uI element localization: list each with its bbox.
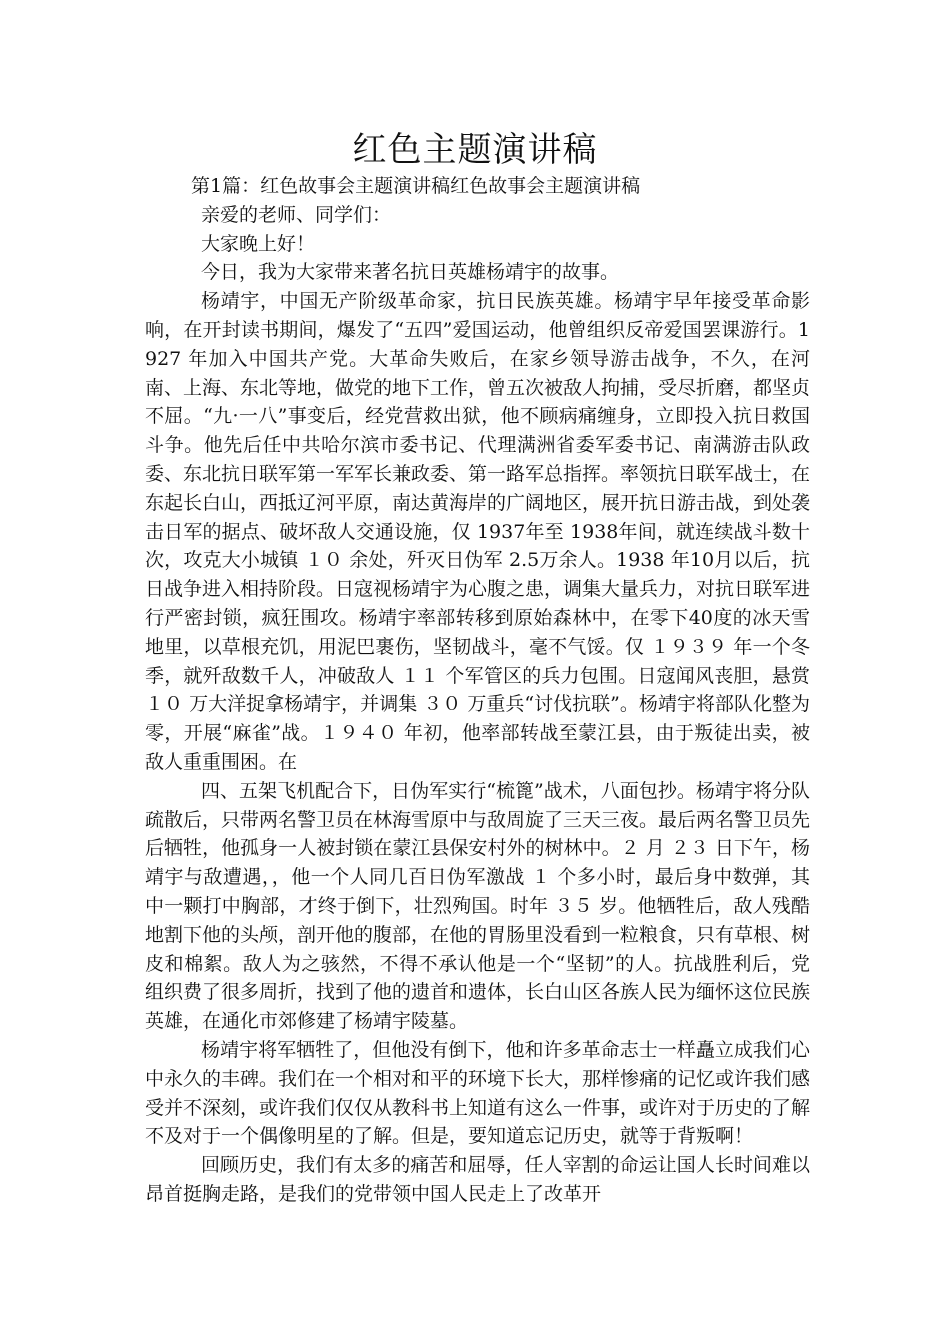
paragraph: 回顾历史，我们有太多的痛苦和屈辱，任人宰割的命运让国人长时间难以昂首挺胸走路，是我们的党带领中国人民走上了改革开 bbox=[145, 1154, 810, 1205]
paragraph: 杨靖宇，中国无产阶级革命家，抗日民族英雄。杨靖宇早年接受革命影响，在开封读书期间，爆发了“五四”爱国运动，他曾组织反帝爱国罢课游行。1927 年加入中国共产党。大革命失败后，在家乡领导游击战争，不久，在河南、上海、东北等地，做党的地下工作，曾五次被敌人拘捕，受尽折磨，都坚贞不屈。“九·一八”事变后，经党营救出狱，他不顾病痛缠身，立即投入抗日救国斗争。他先后任中共哈尔滨市委书记、代理满洲省委军委书记、南满游击队政委、东北抗日联军第一军军长兼政委、第一路军总指挥。率领抗日联军战士，在东起长白山，西抵辽河平原，南达黄海岸的广阔地区，展开抗日游击战，到处袭击日军的据点、破坏敌人交通设施，仅 1937年至 1938年间，就连续战斗数十次，攻克大小城镇 １０ 余处，歼灭日伪军 2.5万余人。1938 年10月以后，抗日战争进入相持阶段。日寇视杨靖宇为心腹之患，调集大量兵力，对抗日联军进行严密封锁，疯狂围攻。杨靖宇率部转移到原始森林中，在零下40度的冰天雪地里，以草根充饥，用泥巴裹伤，坚韧战斗，毫不气馁。仅 １９３９ 年一个冬季，就歼敌数千人，冲破敌人 １１ 个军管区的兵力包围。日寇闻风丧胆，悬赏 １０ 万大洋捉拿杨靖宇，并调集 ３０ 万重兵“讨伐抗联”。杨靖宇将部队化整为零，开展“麻雀”战。１９４０ 年初，他率部转战至蒙江县，由于叛徒出卖，被敌人重重围困。在 bbox=[145, 290, 811, 773]
salutation: 亲爱的老师、同学们： bbox=[201, 203, 392, 226]
paragraph: 四、五架飞机配合下，日伪军实行“梳篦”战术，八面包抄。杨靖宇将分队疏散后，只带两名警卫员在林海雪原中与敌周旋了三天三夜。最后两名警卫员先后牺牲，他孤身一人被封锁在蒙江县保安村外的树林中。２ 月 ２３ 日下午，杨靖宇与敌遭遇，，他一个人同几百日伪军激战 １ 个多小时，最后身中数弹，其中一颗打中胸部，才终于倒下，壮烈殉国。时年 ３５ 岁。他牺牲后，敌人残酷地割下他的头颅，剖开他的腹部，在他的胃肠里没看到一粒粮食，只有草根、树皮和棉絮。敌人为之骇然，不得不承认他是一个“坚韧”的人。抗战胜利后，党组织费了很多周折，找到了他的遗首和遗体，长白山区各族人民为缅怀这位民族英雄，在通化市郊修建了杨靖宇陵墓。 bbox=[145, 779, 811, 1033]
document-body bbox=[145, 172, 810, 1209]
paragraph: 今日，我为大家带来著名抗日英雄杨靖宇的故事。 bbox=[201, 261, 620, 284]
document-title: 红色主题演讲稿 bbox=[352, 130, 598, 170]
greeting: 大家晚上好！ bbox=[201, 232, 316, 255]
section-heading: 第1篇：红色故事会主题演讲稿红色故事会主题演讲稿 bbox=[191, 175, 641, 197]
paragraph: 杨靖宇将军牺牲了，但他没有倒下，他和许多革命志士一样矗立成我们心中永久的丰碑。我们在一个相对和平的环境下长大，那样惨痛的记忆或许我们感受并不深刻，或许我们仅仅从教科书上知道有这么一件事，或许对于历史的了解不及对于一个偶像明星的了解。但是，要知道忘记历史，就等于背叛啊！ bbox=[145, 1038, 811, 1148]
